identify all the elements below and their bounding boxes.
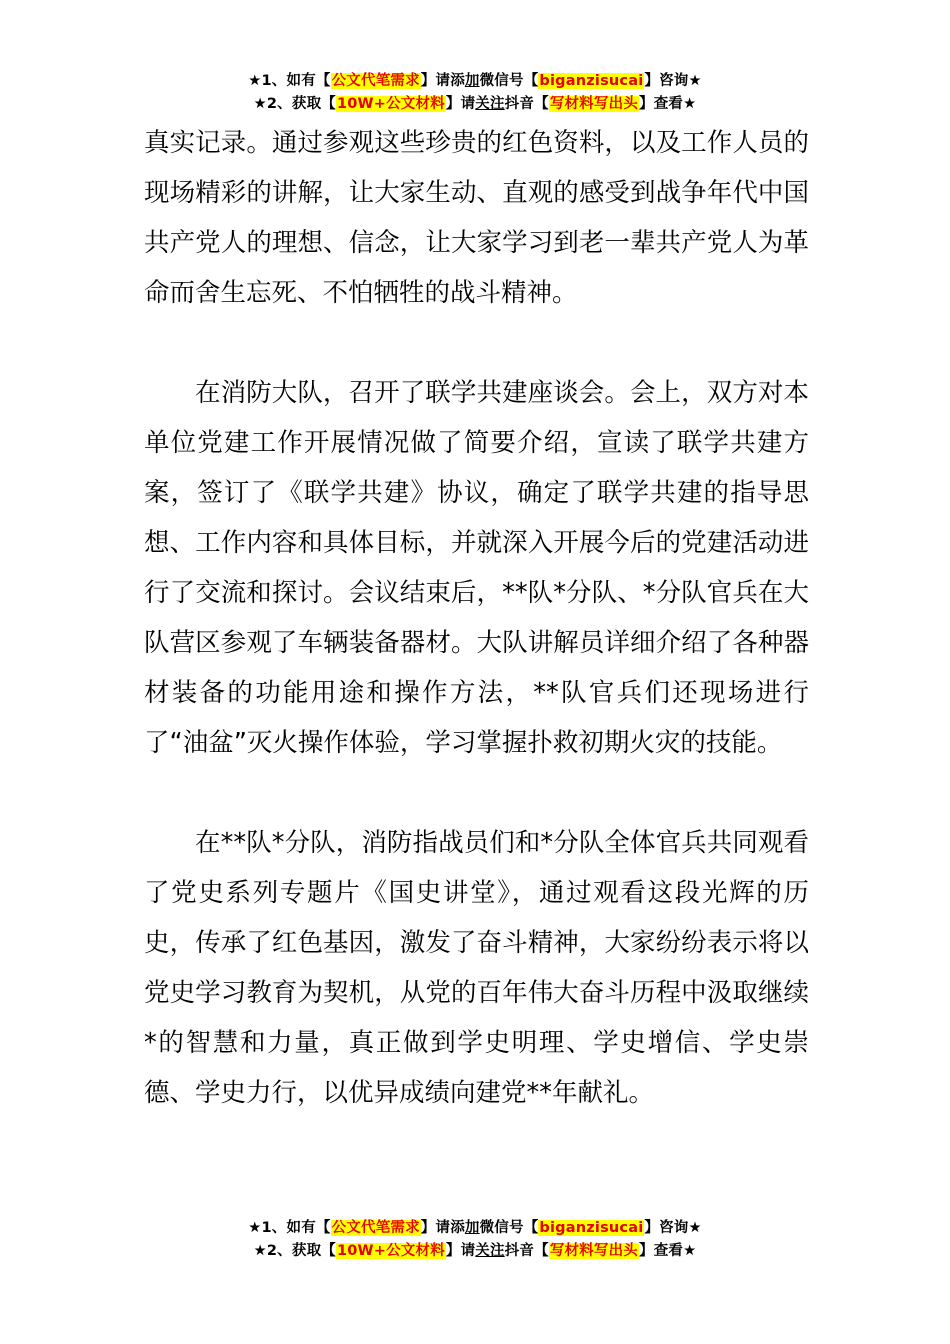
banner-line-2: ★2、获取【10W+公文材料】请关注抖音【写材料写出头】查看★ <box>253 1243 697 1259</box>
star-icon: ★ <box>688 73 702 89</box>
star-icon: ★ <box>248 73 262 89</box>
star-icon: ★ <box>253 1243 267 1259</box>
header-banner <box>0 70 950 116</box>
star-icon: ★ <box>683 96 697 112</box>
highlight-douyin-account: 写材料写出头 <box>549 1243 639 1259</box>
paragraph: 在**队*分队，消防指战员们和*分队全体官兵共同观看了党史系列专题片《国史讲堂》，通过观看这段光辉的历史，传承了红色基因，激发了奋斗精神，大家纷纷表示将以党史学习教育为契机，从党的百年伟大奋斗历程中汲取继续*的智慧和力量，真正做到学史明理、学史增信、学史崇德、学史力行，以优异成绩向建党**年献礼。 <box>144 828 809 1108</box>
paragraph: 真实记录。通过参观这些珍贵的红色资料，以及工作人员的现场精彩的讲解，让大家生动、直观的感受到战争年代中国共产党人的理想、信念，让大家学习到老一辈共产党人为革命而舍生忘死、不怕牺牲的战斗精神。 <box>144 128 809 308</box>
paragraph: 在消防大队，召开了联学共建座谈会。会上，双方对本单位党建工作开展情况做了简要介绍，宣读了联学共建方案，签订了《联学共建》协议，确定了联学共建的指导思想、工作内容和具体目标，并就深入开展今后的党建活动进行了交流和探讨。会议结束后，**队*分队、*分队官兵在大队营区参观了车辆装备器材。大队讲解员详细介绍了各种器材装备的功能用途和操作方法，**队官兵们还现场进行了“油盆”灭火操作体验，学习掌握扑救初期火灾的技能。 <box>144 378 809 758</box>
highlight-douyin-account: 写材料写出头 <box>549 96 639 112</box>
footer-banner <box>0 1217 950 1263</box>
highlight-service: 公文代笔需求 <box>331 73 420 89</box>
banner-line-1: ★1、如有【公文代笔需求】请添加微信号【biganzisucai】咨询★ <box>248 1220 702 1236</box>
star-icon: ★ <box>688 1220 702 1236</box>
banner-line-2: ★2、获取【10W+公文材料】请关注抖音【写材料写出头】查看★ <box>253 96 697 112</box>
highlight-wechat-id: biganzisucai <box>539 1220 644 1236</box>
banner-line-1: ★1、如有【公文代笔需求】请添加微信号【biganzisucai】咨询★ <box>248 73 702 89</box>
highlight-wechat-id: biganzisucai <box>539 73 644 89</box>
highlight-service: 公文代笔需求 <box>331 1220 420 1236</box>
document-body <box>144 118 809 1118</box>
star-icon: ★ <box>253 96 267 112</box>
highlight-materials: 10W+公文材料 <box>336 1243 445 1259</box>
star-icon: ★ <box>248 1220 262 1236</box>
highlight-materials: 10W+公文材料 <box>336 96 445 112</box>
star-icon: ★ <box>683 1243 697 1259</box>
